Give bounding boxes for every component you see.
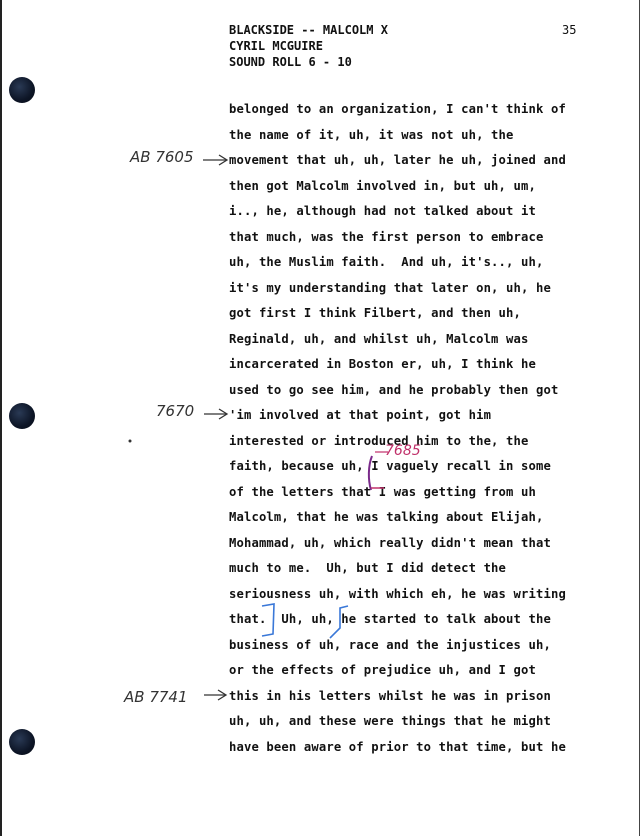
arrow-icon [203,155,227,165]
transcript-line: Malcolm, that he was talking about Elijah, [229,510,544,524]
transcript-line: have been aware of prior to that time, but he [229,739,566,754]
transcript-line: Reginald, uh, and whilst uh, Malcolm was [229,331,529,346]
transcript-line: it's my understanding that later on, uh, he [229,280,551,295]
transcript-line: faith, because uh, I vaguely recall in some [229,459,551,473]
transcript-line: belonged to an organization, I can't think of [229,102,566,116]
transcript-line: business of uh, race and the injustices uh, [229,637,551,652]
arrow-icon [204,690,226,700]
header-interviewee: CYRIL MCGUIRE [229,39,323,53]
transcript-line: interested or introduced him to the, the [229,433,529,448]
transcript-line: i.., he, although had not talked about it [229,204,536,218]
transcript-line: used to go see him, and he probably then got [229,382,559,397]
blue-bracket-mark [330,606,348,638]
transcript-line: uh, uh, and these were things that he might [229,714,551,728]
transcript-line: movement that uh, uh, later he uh, joined and [229,153,566,167]
transcript-line: uh, the Muslim faith. And uh, it's.., uh, [229,255,544,269]
transcript-line: the name of it, uh, it was not uh, the [229,127,514,142]
transcript-line: Mohammad, uh, which really didn't mean that [229,535,551,550]
handwritten-timecode-ab7741: AB 7741 [124,688,188,706]
transcript-line: or the effects of prejudice uh, and I got [229,663,536,677]
transcript-line: that. Uh, uh, he started to talk about the [229,612,551,626]
transcript-line: of the letters that I was getting from uh [229,484,536,499]
stray-dot [129,440,132,443]
transcript-line: seriousness uh, with which eh, he was writing [229,586,566,601]
transcript-line: 'im involved at that point, got him [229,408,492,422]
transcript-line: incarcerated in Boston er, uh, I think he [229,357,536,371]
header-title: BLACKSIDE -- MALCOLM X [229,23,388,37]
red-bracket-mark [369,452,388,490]
handwritten-timecode-ab7605: AB 7605 [130,148,194,166]
handwritten-timecode-7670: 7670 [156,402,195,420]
handwritten-timecode-7685: 7685 [385,443,421,459]
blue-bracket-mark [262,604,274,636]
transcript-line: got first I think Filbert, and then uh, [229,306,522,320]
transcript-line: much to me. Uh, but I did detect the [229,561,507,575]
arrow-icon [204,409,227,419]
transcript-line: that much, was the first person to embrace [229,229,544,244]
transcript-line: then got Malcolm involved in, but uh, um, [229,178,536,193]
page-number: 35 [562,23,577,37]
header-sound-roll: SOUND ROLL 6 - 10 [229,55,352,69]
transcript-line: this in his letters whilst he was in prison [229,688,551,703]
